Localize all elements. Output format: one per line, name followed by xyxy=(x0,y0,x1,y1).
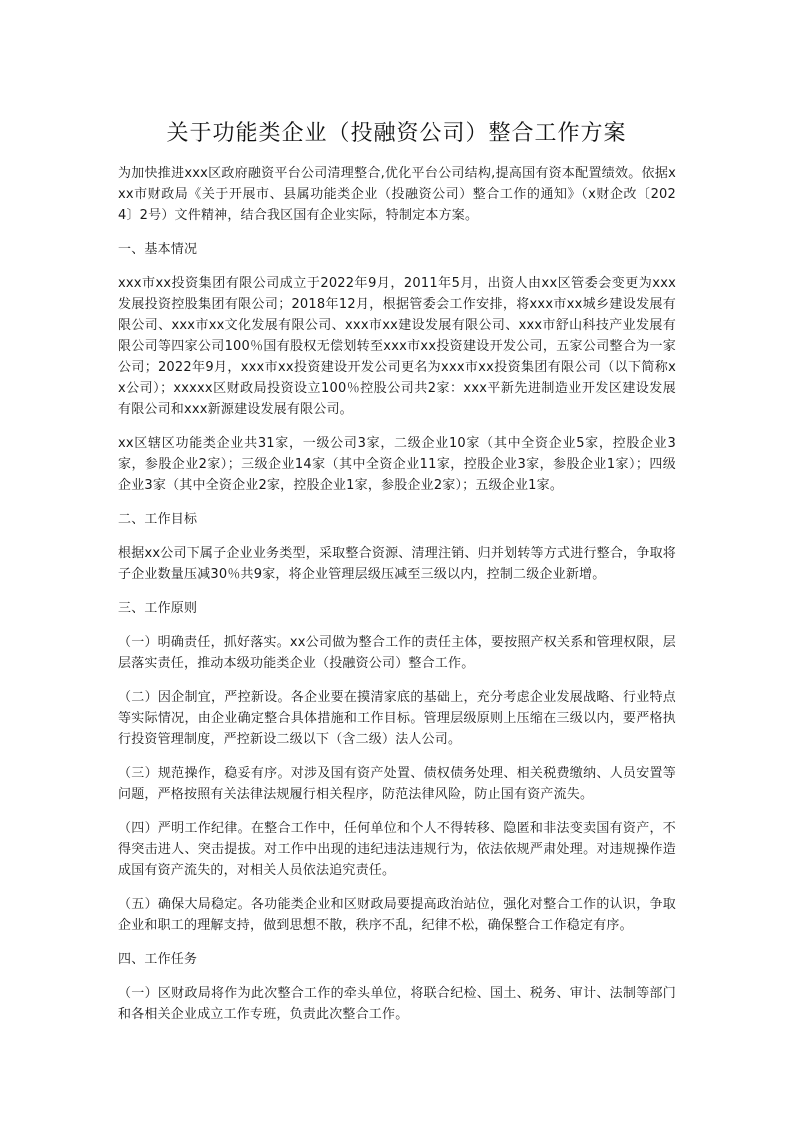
intro-paragraph: 为加快推进xxx区政府融资平台公司清理整合,优化平台公司结构,提高国有资本配置绩效。依据xxx市财政局《关于开展市、县属功能类企业（投融资公司）整合工作的通知》（x财企改〔2024〕2号）文件精神，结合我区国有企业实际，特制定本方案。 xyxy=(118,166,676,223)
body-paragraph: （三）规范操作，稳妥有序。对涉及国有资产处置、债权债务处理、相关税费缴纳、人员安置等问题，严格按照有关法律法规履行相关程序，防范法律风险，防止国有资产流失。 xyxy=(118,766,676,802)
document-title: 关于功能类企业（投融资公司）整合工作方案 xyxy=(166,121,627,146)
body-paragraph: （四）严明工作纪律。在整合工作中，任何单位和个人不得转移、隐匿和非法变卖国有资产，不得突击进人、突击提拔。对工作中出现的违纪违法违规行为，依法依规严肃处理。对违规操作造成国有资产流失的，对相关人员依法追究责任。 xyxy=(118,821,676,878)
section-heading-basic-situation: 一、基本情况 xyxy=(118,242,198,257)
body-paragraph: （二）因企制宜，严控新设。各企业要在摸清家底的基础上，充分考虑企业发展战略、行业特点等实际情况，由企业确定整合具体措施和工作目标。管理层级原则上压缩在三级以内，要严格执行投资管理制度，严控新设二级以下（含二级）法人公司。 xyxy=(118,690,676,747)
document-body xyxy=(118,163,676,1038)
body-paragraph: xx区辖区功能类企业共31家，一级公司3家，二级企业10家（其中全资企业5家，控股企业3家，参股企业2家）；三级企业14家（其中全资企业11家，控股企业3家，参股企业1家）；四级企业3家（其中全资企业2家，控股企业1家，参股企业2家）；五级企业1家。 xyxy=(118,436,676,493)
body-paragraph: 根据xx公司下属子企业业务类型，采取整合资源、清理注销、归并划转等方式进行整合，争取将子企业数量压减30％共9家，将企业管理层级压减至三级以内，控制二级企业新增。 xyxy=(118,546,676,582)
section-heading-work-goals: 二、工作目标 xyxy=(118,512,198,527)
body-paragraph: xxx市xx投资集团有限公司成立于2022年9月，2011年5月，出资人由xx区管委会变更为xxx发展投资控股集团有限公司；2018年12月，根据管委会工作安排，将xxx市xx城乡建设发展有限公司、xxx市xx文化发展有限公司、xxx市xx建设发展有限公司、xxx市舒山科技产业发展有限公司等四家公司100％国有股权无偿划转至xxx市xx投资建设开发公司，五家公司整合为一家公司；2022年9月，xxx市xx投资建设开发公司更名为xxx市xx投资集团有限公司（以下简称xx公司）；xxxxx区财政局投资设立100％控股公司共2家：xxx平新先进制造业开发区建设发展有限公司和xxx新源建设发展有限公司。 xyxy=(118,276,676,417)
section-heading-work-tasks: 四、工作任务 xyxy=(118,952,198,967)
body-paragraph: （一）明确责任，抓好落实。xx公司做为整合工作的责任主体，要按照产权关系和管理权限，层层落实责任，推动本级功能类企业（投融资公司）整合工作。 xyxy=(118,635,676,671)
section-heading-work-principles: 三、工作原则 xyxy=(118,601,198,616)
body-paragraph: （一）区财政局将作为此次整合工作的牵头单位，将联合纪检、国土、税务、审计、法制等部门和各相关企业成立工作专班，负责此次整合工作。 xyxy=(118,986,676,1022)
body-paragraph: （五）确保大局稳定。各功能类企业和区财政局要提高政治站位，强化对整合工作的认识，争取企业和职工的理解支持，做到思想不散，秩序不乱，纪律不松，确保整合工作稳定有序。 xyxy=(118,897,676,933)
